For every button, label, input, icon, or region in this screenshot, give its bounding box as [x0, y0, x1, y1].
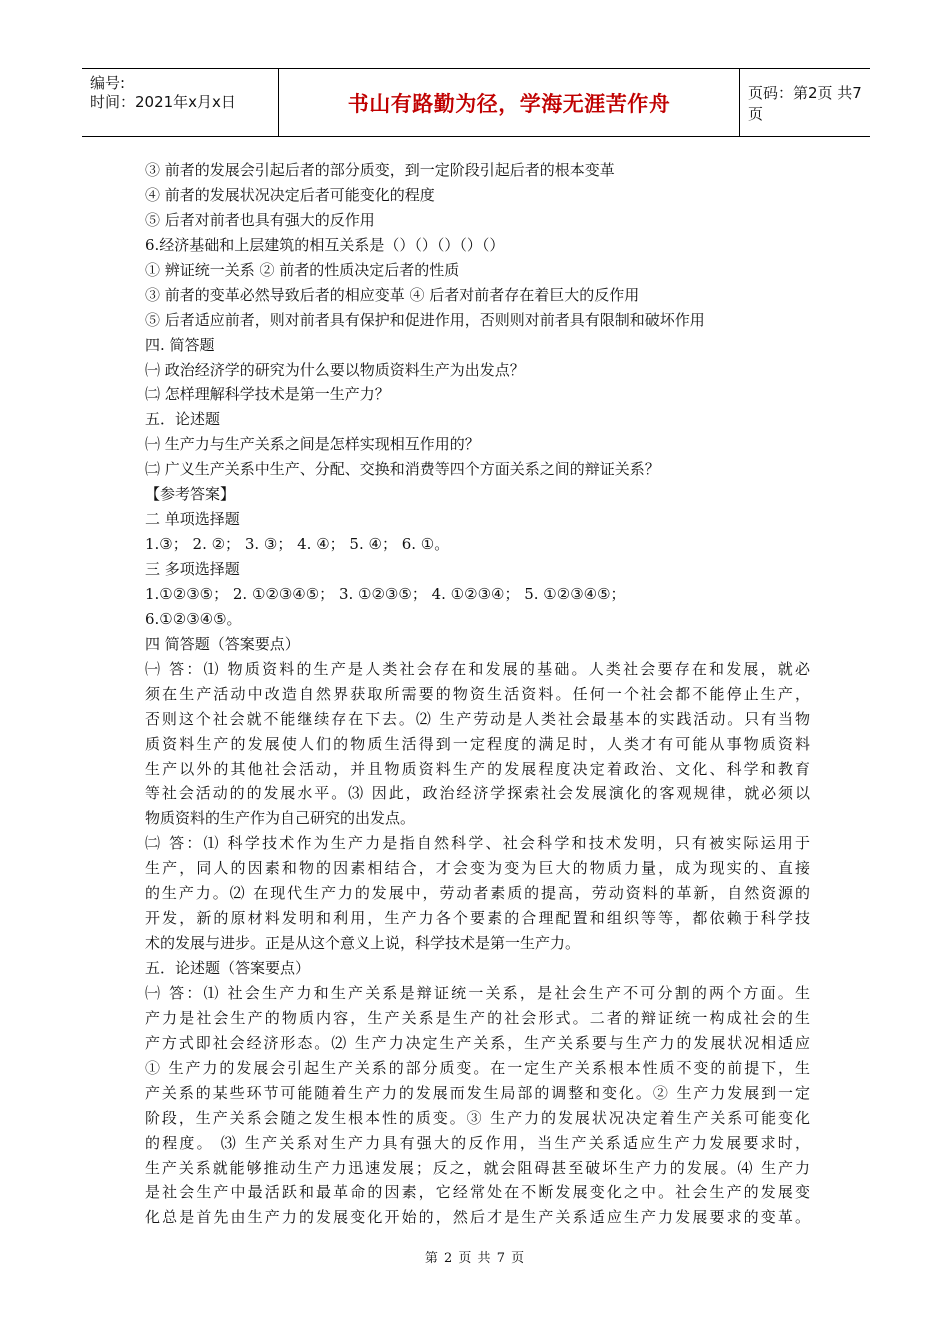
- answer-paragraph-line: 物质资料的生产作为自己研究的出发点。: [145, 809, 416, 828]
- question-line: 6.经济基础和上层建筑的相互关系是（）（）（）（）（）: [145, 235, 505, 254]
- section-heading: 三 多项选择题: [145, 560, 240, 578]
- question-line: ㈡ 广义生产关系中生产、分配、交换和消费等四个方面关系之间的辩证关系？: [145, 460, 660, 479]
- section-heading: 五．论述题: [145, 410, 221, 429]
- section-heading: 五．论述题（答案要点）: [145, 959, 311, 977]
- answer-paragraph-line: 的程度。 ⑶ 生产关系对生产力具有强大的反作用，当生产关系适应生产力发展要求时，: [145, 1133, 810, 1152]
- question-line: ㈠ 生产力与生产关系之间是怎样实现相互作用的？: [145, 435, 480, 454]
- answer-paragraph-line: 须在生产活动中改造自然界获取所需要的物资生活资料。任何一个社会都不能停止生产，: [145, 684, 810, 703]
- header-meta-cell: [82, 69, 278, 136]
- header-motto-cell: [278, 69, 740, 136]
- answer-paragraph-line: 术的发展与进步。正是从这个意义上说，科学技术是第一生产力。: [145, 934, 581, 953]
- answer-paragraph-line: ㈠ 答：⑴ 社会生产力和生产关系是辩证统一关系，是社会生产不可分割的两个方面。生: [145, 983, 810, 1002]
- answer-paragraph-line: 的生产力。⑵ 在现代生产力的发展中，劳动者素质的提高，劳动资料的革新，自然资源的: [145, 884, 810, 903]
- question-line: ㈠ 政治经济学的研究为什么要以物质资料生产为出发点？: [145, 360, 525, 379]
- section-heading: 四 简答题（答案要点）: [145, 634, 300, 653]
- option-line: ⑤ 后者对前者也具有强大的反作用: [145, 210, 375, 229]
- answer-paragraph-line: 化总是首先由生产力的发展变化开始的，然后才是生产关系适应生产力发展要求的变革。: [145, 1208, 810, 1227]
- answer-paragraph-line: 等社会活动的的发展水平。⑶ 因此，政治经济学探索社会发展演化的客观规律，就必须以: [145, 784, 810, 803]
- answer-paragraph-line: 生产，同人的因素和物的因素相结合，才会变为变为巨大的物质力量，成为现实的、直接: [145, 859, 810, 878]
- document-date-label: 时间：2021年x月x日: [90, 93, 236, 111]
- answer-paragraph-line: 产方式即社会经济形态。⑵ 生产力决定生产关系，生产关系要与生产力的发展状况相适应: [145, 1033, 810, 1052]
- section-heading: 二 单项选择题: [145, 510, 240, 529]
- answers-heading: 【参考答案】: [145, 485, 236, 504]
- answer-paragraph-line: ㈠ 答：⑴ 物质资料的生产是人类社会存在和发展的基础。人类社会要存在和发展，就必: [145, 659, 810, 678]
- page-header: [82, 68, 870, 137]
- option-line: ④ 前者的发展状况决定后者可能变化的程度: [145, 185, 435, 204]
- answer-paragraph-line: 质资料生产的发展使人们的物质生活得到一定程度的满足时，人类才有可能从事物质资料: [145, 734, 810, 753]
- answer-paragraph-line: 产关系的某些环节可能随着生产力的发展而发生局部的调整和变化。② 生产力发展到一定: [145, 1083, 810, 1102]
- document-number-label: 编号:: [90, 74, 126, 92]
- answer-paragraph-line: 生产关系就能够推动生产力迅速发展；反之，就会阻碍甚至破坏生产力的发展。⑷ 生产力: [145, 1158, 810, 1177]
- option-line: ③ 前者的变革必然导致后者的相应变革 ④ 后者对前者存在着巨大的反作用: [145, 285, 640, 304]
- answer-paragraph-line: 开发，新的原材料发明和利用，生产力各个要素的合理配置和组织等等，都依赖于科学技: [145, 909, 810, 928]
- answer-key-line: 1.①②③⑤； 2. ①②③④⑤； 3. ①②③⑤； 4. ①②③④； 5. ①②③④⑤；: [145, 584, 626, 603]
- answer-paragraph-line: 阶段，生产关系会随之发生根本性的质变。③ 生产力的发展状况决定着生产关系可能变化: [145, 1108, 810, 1127]
- header-page-number: 页码：第2页 共7页: [748, 83, 862, 123]
- option-line: ① 辨证统一关系 ② 前者的性质决定后者的性质: [145, 260, 460, 279]
- option-line: ⑤ 后者适应前者，则对前者具有保护和促进作用，否则则对前者具有限制和破坏作用: [145, 310, 705, 329]
- answer-paragraph-line: ① 生产力的发展会引起生产关系的部分质变。在一定生产关系根本性质不变的前提下，生: [145, 1058, 810, 1077]
- question-line: ㈡ 怎样理解科学技术是第一生产力？: [145, 385, 390, 404]
- answer-paragraph-line: 否则这个社会就不能继续存在下去。⑵ 生产劳动是人类社会最基本的实践活动。只有当物: [145, 709, 810, 728]
- answer-paragraph-line: ㈡ 答：⑴ 科学技术作为生产力是指自然科学、社会科学和技术发明，只有被实际运用于: [145, 834, 810, 853]
- answer-key-line: 6.①②③④⑤。: [145, 609, 242, 628]
- answer-paragraph-line: 生产以外的其他社会活动，并且物质资料生产的发展程度决定着政治、文化、科学和教育: [145, 759, 810, 778]
- page-footer: 第 2 页 共 7 页: [424, 1251, 526, 1266]
- option-line: ③ 前者的发展会引起后者的部分质变，到一定阶段引起后者的根本变革: [145, 161, 615, 179]
- header-motto: 书山有路勤为径，学海无涯苦作舟: [347, 91, 671, 116]
- document-body: [145, 158, 810, 1230]
- answer-paragraph-line: 是社会生产中最活跃和最革命的因素，它经常处在不断发展变化之中。社会生产的发展变: [145, 1183, 810, 1202]
- answer-key-line: 1.③； 2. ②； 3. ③； 4. ④； 5. ④； 6. ①。: [145, 535, 450, 554]
- answer-paragraph-line: 产力是社会生产的物质内容，生产关系是生产的社会形式。二者的辩证统一构成社会的生: [145, 1008, 810, 1027]
- header-page-cell: [738, 69, 870, 136]
- section-heading: 四. 简答题: [145, 335, 215, 354]
